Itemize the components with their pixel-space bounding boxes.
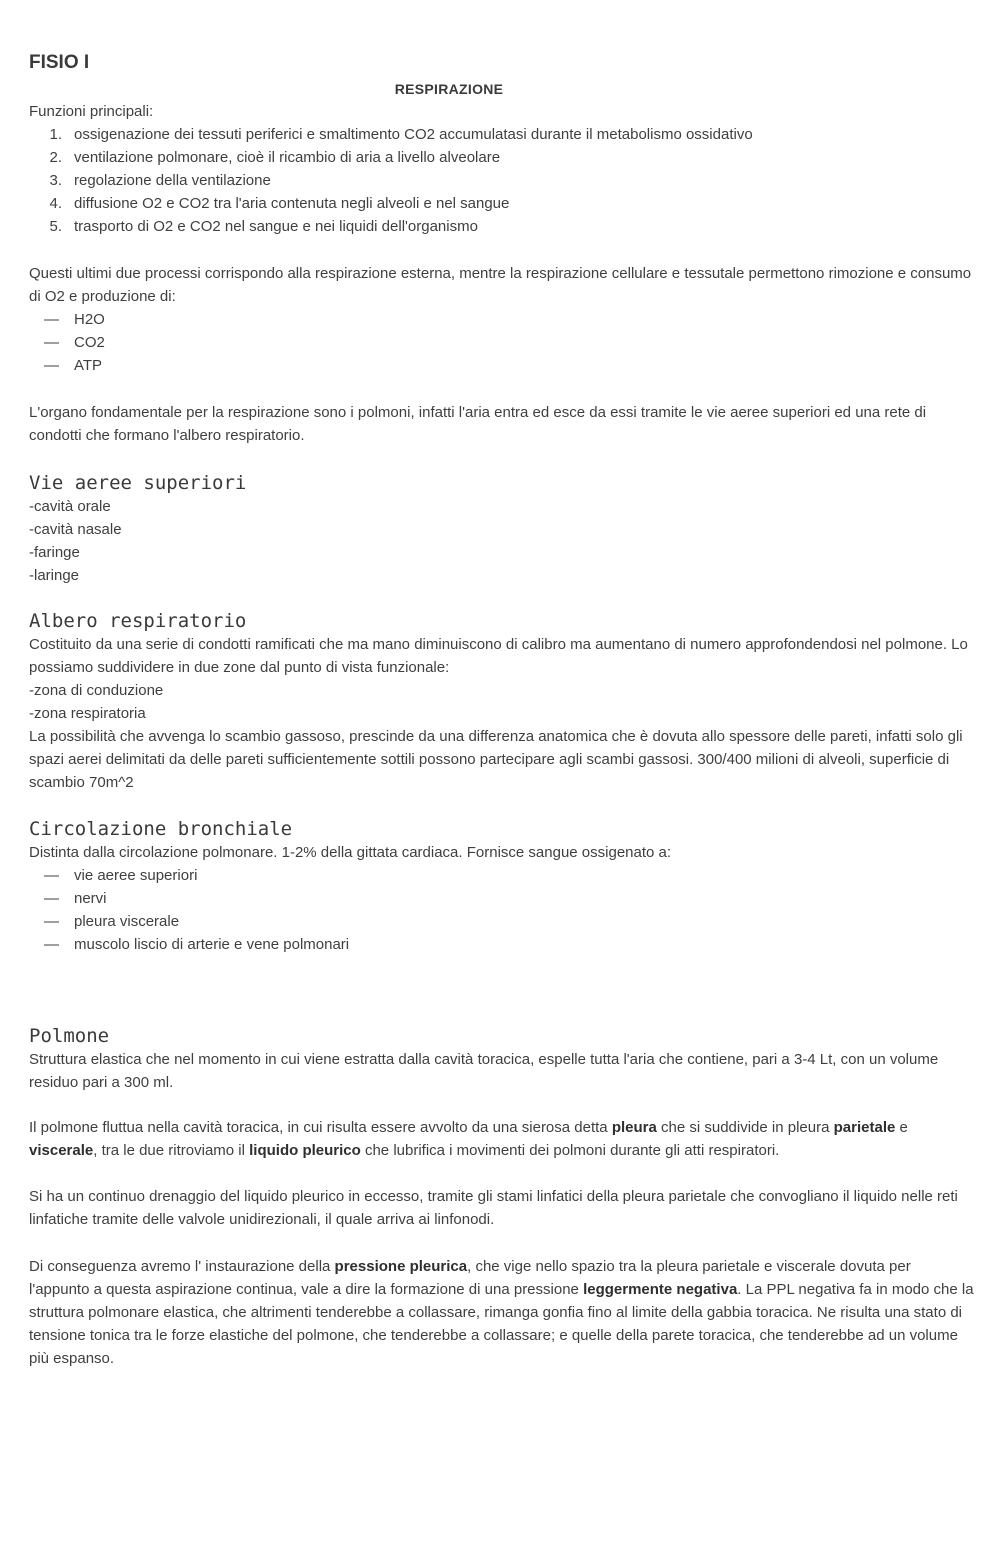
albero-paragraph-2: La possibilità che avvenga lo scambio gassoso, prescinde da una differenza anatomica che è dovuta allo spessore delle pareti, infatti solo gli spazi aerei delimitati da delle pareti sufficientemente sottili possono partecipare agli scambi gassosi. 300/400 milioni di alveoli, superficie di scambio 70m^2 bbox=[29, 728, 963, 791]
albero-section bbox=[29, 609, 974, 794]
circolazione-list bbox=[29, 864, 974, 956]
list-item: — vie aeree superiori bbox=[44, 867, 198, 884]
document-subtitle: RESPIRAZIONE bbox=[394, 81, 504, 97]
list-item: -cavità nasale bbox=[29, 521, 122, 538]
albero-paragraph: Costituito da una serie di condotti ramificati che ma mano diminuiscono di calibro ma aumentano di numero approfondendosi nel polmone. Lo possiamo suddividere in due zone dal punto di vista funzionale: bbox=[29, 636, 968, 676]
section-heading: Circolazione bronchiale bbox=[29, 818, 293, 840]
list-item: -zona di conduzione bbox=[29, 682, 164, 699]
document-title: FISIO I bbox=[29, 52, 90, 73]
section-heading: Albero respiratorio bbox=[29, 610, 247, 632]
organ-paragraph-block bbox=[29, 401, 974, 447]
section-heading: Vie aeree superiori bbox=[29, 472, 247, 494]
list-item: -zona respiratoria bbox=[29, 705, 146, 722]
polmone-paragraph-4: Di conseguenza avremo l' instaurazione della pressione pleurica, che vige nello spazio tra la pleura parietale e viscerale dovuta per l'appunto a questa aspirazione continua, vale a dire la formazione di una pressione leggermente negativa. La PPL negativa fa in modo che la struttura polmonare elastica, che altrimenti tenderebbe a collassare, rimanga gonfia fino al limite della gabbia toracica. Ne risulta una stato di tensione tonica tra le forze elastiche del polmone, che tenderebbe a collassare; e quelle della parete toracica, che tenderebbe ad un volume più espanso. bbox=[29, 1258, 974, 1367]
intro-section bbox=[29, 100, 974, 238]
list-item: -cavità orale bbox=[29, 498, 111, 515]
bold-term: liquido pleurico bbox=[249, 1142, 361, 1159]
list-item: — pleura viscerale bbox=[44, 913, 180, 930]
list-item: — nervi bbox=[44, 890, 107, 907]
circolazione-paragraph: Distinta dalla circolazione polmonare. 1-2% della gittata cardiaca. Fornisce sangue ossigenato a: bbox=[29, 844, 672, 861]
organ-paragraph: L'organo fondamentale per la respirazione sono i polmoni, infatti l'aria entra ed esce da essi tramite le vie aeree superiori ed una rete di condotti che formano l'albero respiratorio. bbox=[29, 404, 927, 444]
respiration-paragraph: Questi ultimi due processi corrispondo alla respirazione esterna, mentre la respirazione cellulare e tessutale permettono rimozione e consumo di O2 e produzione di: bbox=[29, 265, 972, 305]
list-item: — H2O bbox=[44, 311, 105, 328]
respiration-paragraph-block bbox=[29, 262, 974, 377]
polmone-paragraph-1: Struttura elastica che nel momento in cui viene estratta dalla cavità toracica, espelle tutta l'aria che contiene, pari a 3-4 Lt, con un volume residuo pari a 300 ml. bbox=[29, 1051, 939, 1091]
bold-term: leggermente negativa bbox=[583, 1281, 738, 1298]
polmone-section bbox=[29, 1024, 974, 1094]
list-item: 4. diffusione O2 e CO2 tra l'aria contenuta negli alveoli e nel sangue bbox=[49, 195, 510, 212]
list-item: 1. ossigenazione dei tessuti periferici e smaltimento CO2 accumulatasi durante il metabolismo ossidativo bbox=[49, 126, 753, 143]
list-item: -laringe bbox=[29, 567, 80, 584]
list-item: — ATP bbox=[44, 357, 103, 374]
list-item: 5. trasporto di O2 e CO2 nel sangue e nei liquidi dell'organismo bbox=[49, 218, 478, 235]
bold-term: pressione pleurica bbox=[334, 1258, 468, 1275]
polmone-paragraph-2: Il polmone fluttua nella cavità toracica, in cui risulta essere avvolto da una sierosa detta pleura che si suddivide in pleura parietale e viscerale, tra le due ritroviamo il liquido pleurico che lubrifica i movimenti dei polmoni durante gli atti respiratori. bbox=[29, 1119, 908, 1159]
vie-aeree-section bbox=[29, 471, 974, 587]
list-item: — CO2 bbox=[44, 334, 105, 351]
list-item: 2. ventilazione polmonare, cioè il ricambio di aria a livello alveolare bbox=[49, 149, 501, 166]
bold-term: parietale bbox=[833, 1119, 896, 1136]
list-item: — muscolo liscio di arterie e vene polmonari bbox=[44, 936, 350, 953]
list-item: 3. regolazione della ventilazione bbox=[49, 172, 271, 189]
bold-term: viscerale bbox=[29, 1142, 94, 1159]
functions-label: Funzioni principali: bbox=[29, 103, 154, 120]
list-item: -faringe bbox=[29, 544, 80, 561]
bold-term: pleura bbox=[611, 1119, 657, 1136]
section-heading: Polmone bbox=[29, 1025, 110, 1047]
circolazione-section bbox=[29, 817, 974, 956]
polmone-paragraph-3: Si ha un continuo drenaggio del liquido pleurico in eccesso, tramite gli stami linfatici della pleura parietale che convogliano il liquido nelle reti linfatiche tramite delle valvole unidirezionali, il quale arriva ai linfonodi. bbox=[29, 1188, 958, 1228]
functions-list bbox=[29, 123, 974, 238]
products-list bbox=[29, 308, 974, 377]
